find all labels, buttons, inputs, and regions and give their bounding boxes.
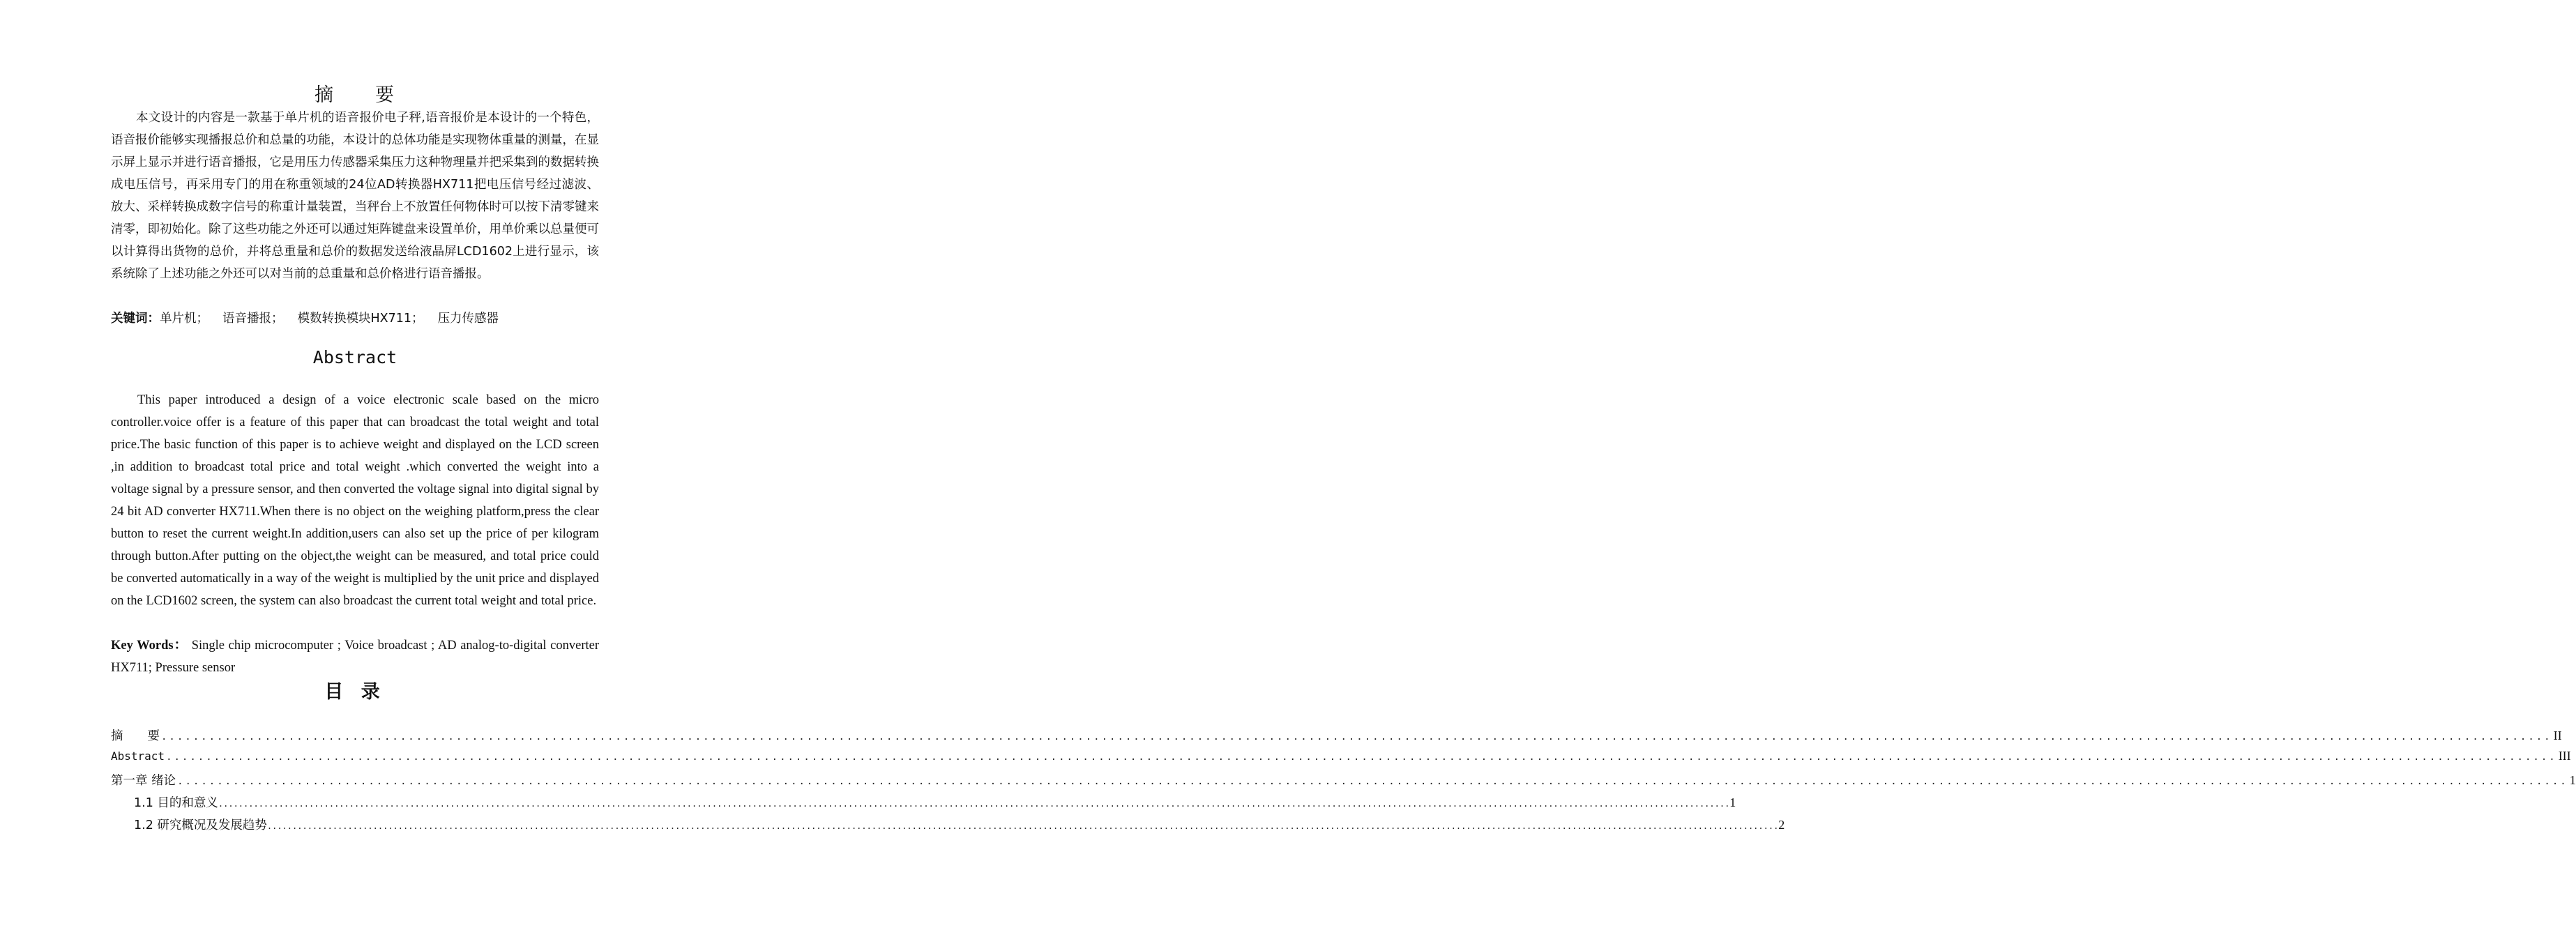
toc-entry-label: 第一章 绪论 <box>111 774 176 788</box>
keyword-cn-4: 压力传感器 <box>437 312 499 326</box>
abstract-cn-body: 本文设计的内容是一款基于单片机的语音报价电子秤,语音报价是本设计的一个特色，语音报价能够实现播报总价和总量的功能，本设计的总体功能是实现物体重量的测量，在显示屏上显示并进行语音播报，它是用压力传感器采集压力这种物理量并把采集到的数据转换成电压信号，再采用专门的用在称重领域的24位AD转换器HX711把电压信号经过滤波、放大、采样转换成数字信号的称重计量装置，当秤台上不放置任何物体时可以按下清零键来清零，即初始化。除了这些功能之外还可以通过矩阵键盘来设置单价，用单价乘以总量便可以计算得出货物的总价，并将总重量和总价的数据发送给液晶屏LCD1602上进行显示，该系统除了上述功能之外还可以对当前的总重量和总价格进行语音播报。 <box>111 111 599 281</box>
keywords-en <box>111 634 599 679</box>
keywords-en-text: Single chip microcomputer ; Voice broadcast ; AD analog-to-digital converter HX711; Pressure sensor <box>111 639 599 675</box>
toc-entry-label: 摘 要 <box>111 729 160 743</box>
toc-entry-page: II <box>2553 729 2562 742</box>
toc-leader-dots: ............................................................................................................................................................................................................................................................................................................ <box>218 799 1730 809</box>
keywords-cn <box>111 307 513 330</box>
keywords-en-label: Key Words： <box>111 639 188 653</box>
toc-entry-label: 1.2 研究概况及发展趋势 <box>134 818 267 832</box>
toc-leader-dots: ............................................................................................................................................................................................................................................................................................................ <box>166 752 2557 763</box>
toc-entry-page: 2 <box>1778 818 1785 832</box>
toc-entry-page: III <box>2558 749 2571 763</box>
toc-entry-abstract-cn[interactable] <box>111 726 2562 749</box>
keywords-cn-label: 关键词： <box>111 312 160 326</box>
table-of-contents <box>111 726 2576 838</box>
toc-leader-dots: ............................................................................................................................................................................................................................................................................................................ <box>177 776 2568 787</box>
toc-entry-abstract-en[interactable] <box>111 749 2571 771</box>
toc-entry-label: Abstract <box>111 749 165 763</box>
keyword-cn-1: 单片机； <box>160 312 209 326</box>
toc-entry-page: 1 <box>2569 773 2576 787</box>
toc-entry-section-1-2[interactable] <box>111 816 1785 838</box>
toc-leader-dots: ............................................................................................................................................................................................................................................................................................................ <box>161 731 2552 742</box>
toc-entry-label: 1.1 目的和意义 <box>134 796 218 810</box>
toc-entry-chapter-1[interactable] <box>111 771 2576 793</box>
abstract-cn-title: 摘 要 <box>315 84 395 106</box>
abstract-en-title: Abstract <box>312 347 397 367</box>
toc-entry-page: 1 <box>1729 795 1736 809</box>
keyword-cn-3: 模数转换模块HX711； <box>297 312 424 326</box>
keyword-cn-2: 语音播报； <box>222 312 284 326</box>
toc-leader-dots: ............................................................................................................................................................................................................................................................................................................ <box>266 821 1779 831</box>
abstract-en-body: This paper introduced a design of a voice electronic scale based on the micro controller.voice offer is a feature of this paper that can broadcast the total weight and total price.The basic function of this paper is to achieve weight and displayed on the LCD screen ,in addition to broadcast total price and total weight .which converted the weight into a voltage signal by a pressure sensor, and then converted the voltage signal into digital signal by 24 bit AD converter HX711.When there is no object on the weighing platform,press the clear button to reset the current weight.In addition,users can also set up the price of per kilogram through button.After putting on the object,the weight can be measured, and total price could be converted automatically in a way of the weight is multiplied by the unit price and displayed on the LCD1602 screen, the system can also broadcast the current total weight and total price. <box>111 393 599 608</box>
toc-entry-section-1-1[interactable] <box>111 793 1736 816</box>
toc-title: 目 录 <box>324 681 386 703</box>
